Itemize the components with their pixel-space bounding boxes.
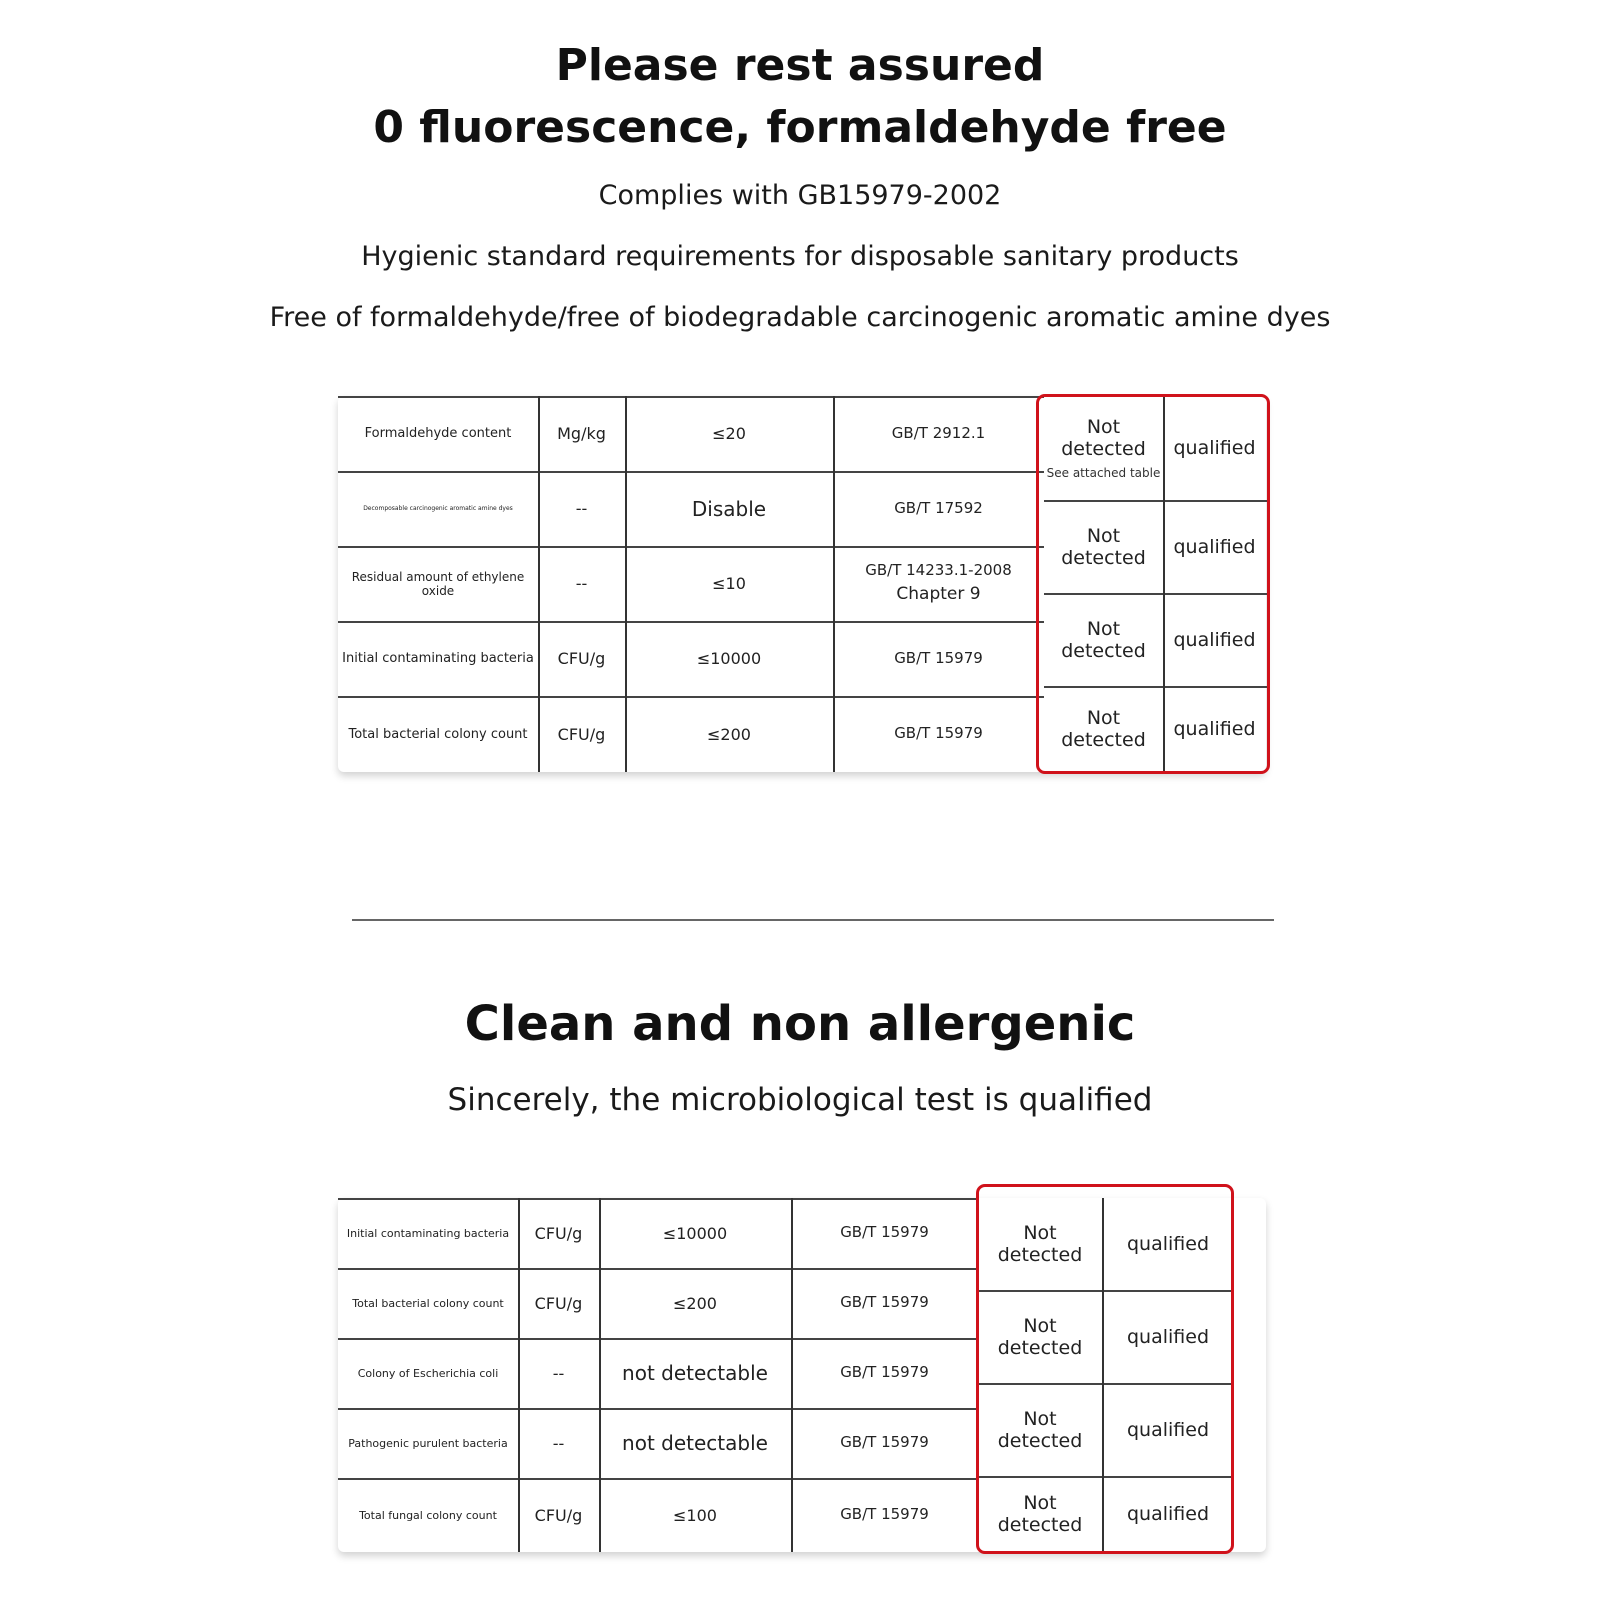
section1-title-line1: Please rest assured (555, 40, 1045, 91)
limit-cell: ≤200 (673, 1293, 717, 1313)
item-cell: Residual amount of ethylene oxide (351, 569, 525, 598)
result-note: See attached table (1046, 466, 1161, 480)
unit-cell: CFU/g (557, 649, 606, 668)
limit-cell: ≤10 (712, 574, 746, 593)
limit-cell: ≤200 (707, 724, 751, 744)
standard-text: GB/T 15979 (840, 1363, 929, 1382)
unit-cell: -- (575, 499, 588, 518)
highlight-frame (1036, 394, 1270, 774)
test-results-table-2 (338, 1198, 1266, 1552)
section2-line1: Sincerely, the microbiological test is qualified (447, 1082, 1153, 1118)
verdict-cell: qualified (1173, 535, 1256, 558)
section-divider (352, 919, 1274, 921)
unit-cell: Mg/kg (557, 424, 606, 443)
limit-cell: not detectable (622, 1361, 768, 1385)
item-cell: Initial contaminating bacteria (346, 1226, 510, 1240)
unit-cell: -- (552, 1363, 565, 1383)
item-cell: Initial contaminating bacteria (342, 651, 534, 666)
verdict-cell: qualified (1126, 1233, 1210, 1255)
unit-cell: -- (575, 574, 588, 593)
standard-text: GB/T 14233.1-2008 (865, 561, 1012, 580)
item-cell: Total bacterial colony count (348, 726, 528, 742)
highlight-frame (976, 1184, 1234, 1554)
standard-text: GB/T 15979 (894, 648, 983, 667)
result-text: Not detected (1061, 617, 1146, 662)
limit-cell: ≤10000 (662, 1223, 728, 1243)
section2-title: Clean and non allergenic (464, 996, 1136, 1052)
section1-line1: Complies with GB15979-2002 (598, 180, 1002, 211)
item-cell: Formaldehyde content (364, 426, 512, 441)
unit-cell: CFU/g (534, 1293, 583, 1313)
verdict-cell: qualified (1126, 1325, 1210, 1348)
unit-cell: CFU/g (557, 724, 606, 744)
limit-cell: Disable (691, 496, 767, 521)
standard-text: GB/T 2912.1 (891, 423, 986, 442)
result-text: Not detected (997, 1492, 1083, 1536)
standard-chapter: Chapter 9 (896, 584, 981, 605)
item-cell: Total fungal colony count (359, 1508, 497, 1522)
limit-cell: ≤10000 (696, 649, 762, 668)
section1-title-line2: 0 fluorescence, formaldehyde free (373, 102, 1227, 153)
standard-text: GB/T 15979 (894, 724, 983, 743)
result-text: Not detected (1061, 416, 1146, 460)
limit-cell: ≤20 (712, 424, 746, 443)
verdict-cell: qualified (1173, 718, 1256, 740)
standard-text: GB/T 15979 (840, 1505, 929, 1524)
item-cell: Pathogenic purulent bacteria (348, 1436, 508, 1450)
result-text: Not detected (1061, 707, 1146, 751)
standard-text: GB/T 15979 (840, 1223, 929, 1242)
result-text: Not detected (997, 1407, 1083, 1452)
limit-cell: ≤100 (673, 1505, 717, 1525)
standard-text: GB/T 17592 (894, 498, 983, 517)
verdict-cell: qualified (1126, 1418, 1210, 1441)
verdict-cell: qualified (1173, 628, 1256, 651)
result-text: Not detected (997, 1222, 1083, 1266)
result-text: Not detected (997, 1314, 1083, 1359)
test-results-table-1 (338, 396, 1266, 772)
unit-cell: CFU/g (534, 1223, 583, 1243)
item-cell: Decomposable carcinogenic aromatic amine dyes (363, 505, 513, 512)
result-text: Not detected (1061, 524, 1146, 569)
standard-text: GB/T 15979 (840, 1433, 929, 1452)
unit-cell: -- (552, 1433, 565, 1453)
section1-line3: Free of formaldehyde/free of biodegradable carcinogenic aromatic amine dyes (269, 302, 1331, 333)
verdict-cell: qualified (1173, 437, 1256, 459)
limit-cell: not detectable (622, 1431, 768, 1455)
item-cell: Colony of Escherichia coli (357, 1366, 499, 1380)
item-cell: Total bacterial colony count (352, 1296, 504, 1310)
verdict-cell: qualified (1126, 1503, 1210, 1525)
standard-text: GB/T 15979 (840, 1293, 929, 1312)
section1-line2: Hygienic standard requirements for disposable sanitary products (361, 241, 1239, 272)
unit-cell: CFU/g (534, 1505, 583, 1525)
